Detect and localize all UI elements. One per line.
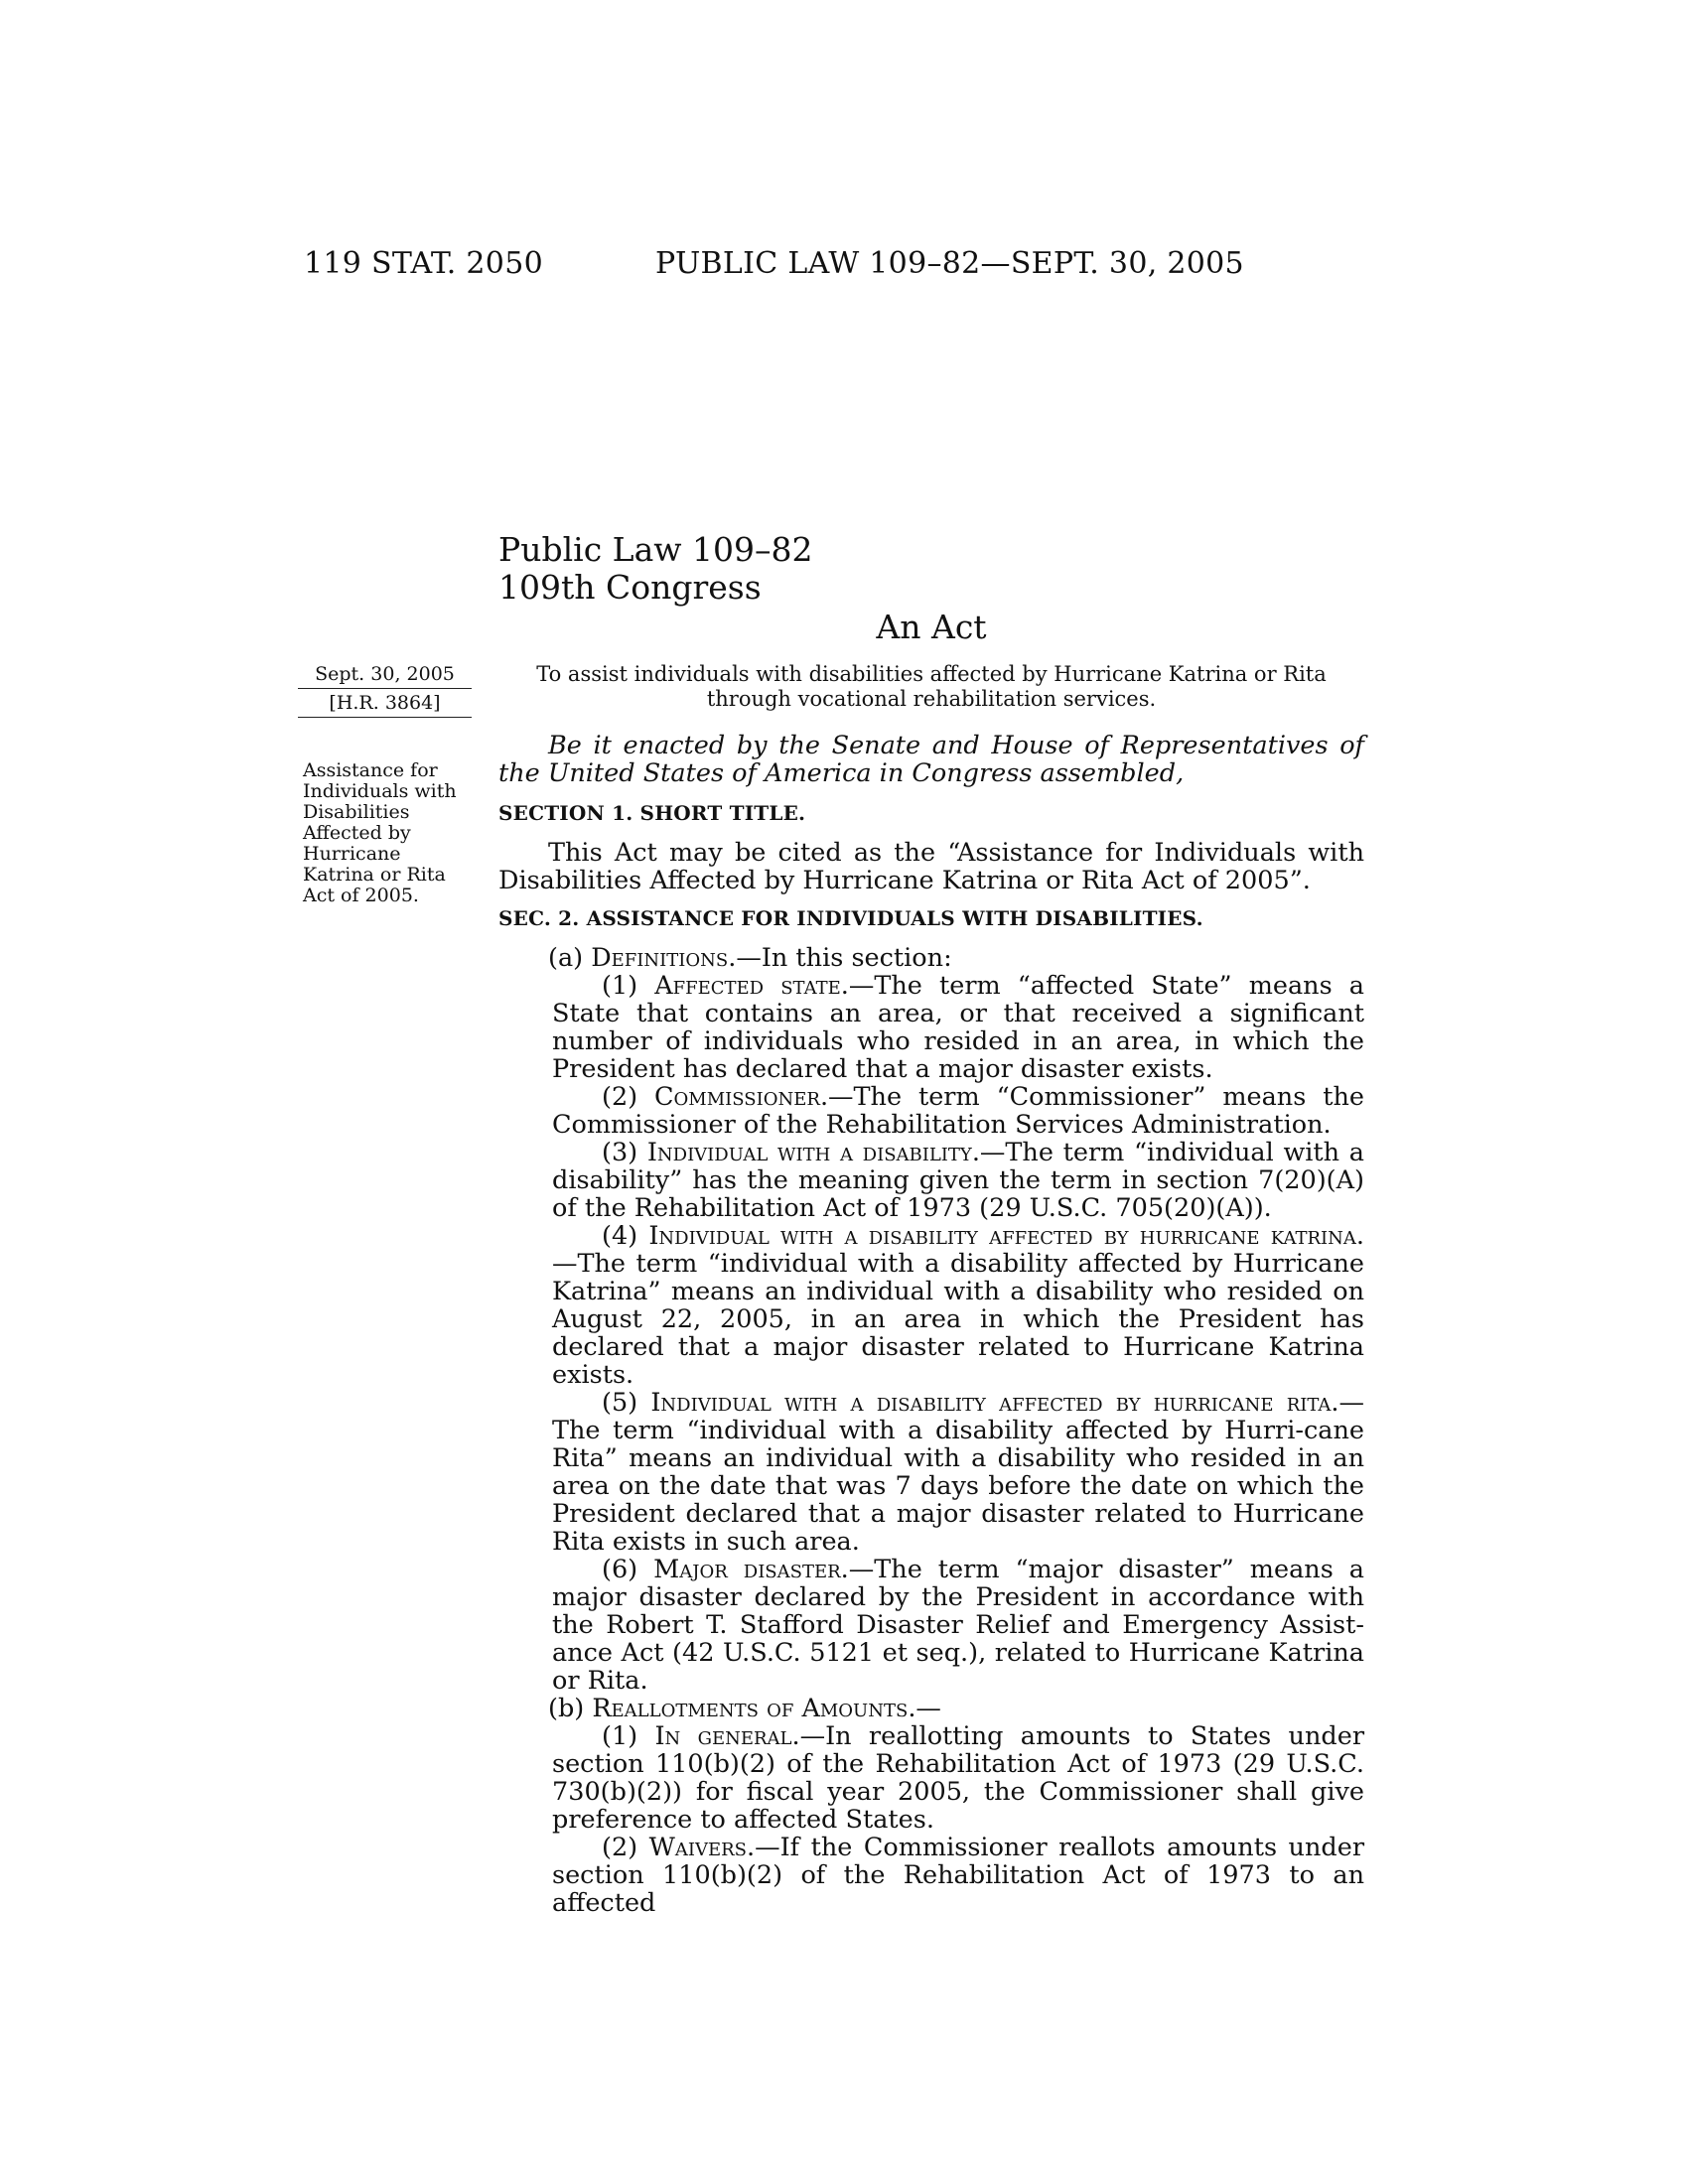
margin-note-line: Individuals with — [303, 780, 457, 802]
reallotment-term: Waivers — [648, 1833, 747, 1862]
reallotment-paragraph — [498, 1722, 1364, 1834]
margin-date-block — [298, 662, 472, 720]
definition-term: Individual with a disability — [646, 1138, 972, 1167]
subsection-b-label: (b) — [548, 1694, 593, 1723]
definition-term: Affected state — [654, 971, 841, 1001]
law-number-date: PUBLIC LAW 109–82—SEPT. 30, 2005 — [655, 246, 1244, 281]
definition-term: Major disaster — [653, 1555, 841, 1584]
definition-number: (1) — [602, 971, 655, 1001]
definition-term: Commissioner — [654, 1082, 820, 1112]
congress: 109th Congress — [498, 568, 762, 607]
definition-term: Individual with a disability affected by hurricane rita — [650, 1388, 1332, 1418]
subsection-b-caption: Reallotments of Amounts — [592, 1694, 909, 1723]
reallotment-number: (2) — [602, 1833, 649, 1862]
section-1-text: This Act may be cited as the “Assistance for Individuals with Disabilities Affected by Hurricane Katrina or Rita Act of 2005”. — [498, 838, 1364, 895]
definition-text: .—The term “individual with a disability” has the meaning given the term in section 7(20)(A) of the Rehabilitation Act of 1973 (29 U.S.C. 705(20)(A)). — [552, 1138, 1364, 1223]
bill-number: [H.R. 3864] — [329, 692, 441, 714]
main-text — [498, 732, 1364, 1917]
definition-paragraph — [498, 972, 1364, 1083]
margin-rule-top — [298, 688, 472, 689]
subsection-a-label: (a) — [548, 943, 592, 973]
subsection-a-caption: Definitions — [591, 943, 729, 973]
subsection-b-text: .— — [908, 1694, 941, 1723]
definition-paragraph — [498, 1222, 1364, 1389]
definition-number: (5) — [602, 1388, 651, 1418]
definition-text: .—The term “major disaster” means a major disaster declared by the President in accordance with the Robert T. Stafford Disaster Relief and Emergency Assist-ance Act (42 U.S.C. 5121 et seq.), related to Hurricane Katrina or Rita. — [552, 1555, 1364, 1696]
reallotment-paragraph — [498, 1834, 1364, 1917]
margin-short-title-note — [303, 760, 472, 906]
definition-paragraph — [498, 1556, 1364, 1695]
margin-note-line: Assistance for — [303, 759, 438, 781]
margin-note-line: Affected by — [303, 822, 411, 844]
subsection-a-text: .—In this section: — [728, 943, 952, 973]
margin-note-line: Katrina or Rita — [303, 864, 446, 886]
enactment-date: Sept. 30, 2005 — [315, 663, 455, 685]
definition-text: .—The term “individual with a disability affected by Hurricane Katrina” means an individual with a disability who resided on August 22, 2005, in an area in which the President has declared that a major disaster related to Hurricane Katrina exists. — [552, 1221, 1364, 1390]
definition-number: (6) — [602, 1555, 654, 1584]
margin-note-line: Disabilities — [303, 801, 410, 823]
law-number: Public Law 109–82 — [498, 530, 813, 569]
margin-note-line: Hurricane — [303, 843, 401, 865]
definition-paragraph — [498, 1389, 1364, 1556]
definition-paragraph — [498, 1139, 1364, 1222]
section-1-heading: SECTION 1. SHORT TITLE. — [498, 801, 806, 825]
subsection-b — [498, 1695, 1364, 1722]
reallotment-text: .—If the Commissioner reallots amounts under section 110(b)(2) of the Rehabilitation Act of 1973 to an affected — [552, 1833, 1365, 1918]
statute-citation: 119 STAT. 2050 — [304, 246, 543, 281]
margin-rule-bottom — [298, 717, 472, 718]
definition-number: (4) — [602, 1221, 649, 1251]
definition-number: (3) — [602, 1138, 647, 1167]
enacting-clause: Be it enacted by the Senate and House of Representatives of the United States of America in Congress assembled, — [498, 731, 1364, 788]
running-header — [0, 246, 1688, 286]
purpose-statement: To assist individuals with disabilities affected by Hurricane Katrina or Rita through vocational rehabilitation services. — [536, 662, 1327, 711]
subsection-a — [498, 944, 1364, 972]
definition-text: .—The term “affected State” means a State that contains an area, or that received a significant number of individuals who resided in an area, in which the President has declared that a major disaster exists. — [552, 971, 1364, 1084]
margin-note-line: Act of 2005. — [303, 885, 419, 906]
definition-text: .—The term “individual with a disability affected by Hurri-cane Rita” means an individual with a disability who resided in an area on the date that was 7 days before the date on which the President declared that a major disaster related to Hurricane Rita exists in such area. — [552, 1388, 1364, 1557]
section-2-heading: SEC. 2. ASSISTANCE FOR INDIVIDUALS WITH DISABILITIES. — [498, 906, 1203, 930]
act-heading: An Act — [876, 608, 987, 646]
reallotment-number: (1) — [602, 1721, 655, 1751]
title-block — [498, 531, 812, 607]
definition-term: Individual with a disability affected by hurricane katrina — [648, 1221, 1356, 1251]
definition-text: .—The term “Commissioner” means the Commissioner of the Rehabilitation Services Administration. — [552, 1082, 1364, 1140]
reallotment-text: .—In reallotting amounts to States under section 110(b)(2) of the Rehabilitation Act of 1973 (29 U.S.C. 730(b)(2)) for fiscal year 2005, the Commissioner shall give preference to affected States. — [552, 1721, 1365, 1835]
reallotment-term: In general — [654, 1721, 792, 1751]
definition-number: (2) — [602, 1082, 655, 1112]
definition-paragraph — [498, 1083, 1364, 1139]
